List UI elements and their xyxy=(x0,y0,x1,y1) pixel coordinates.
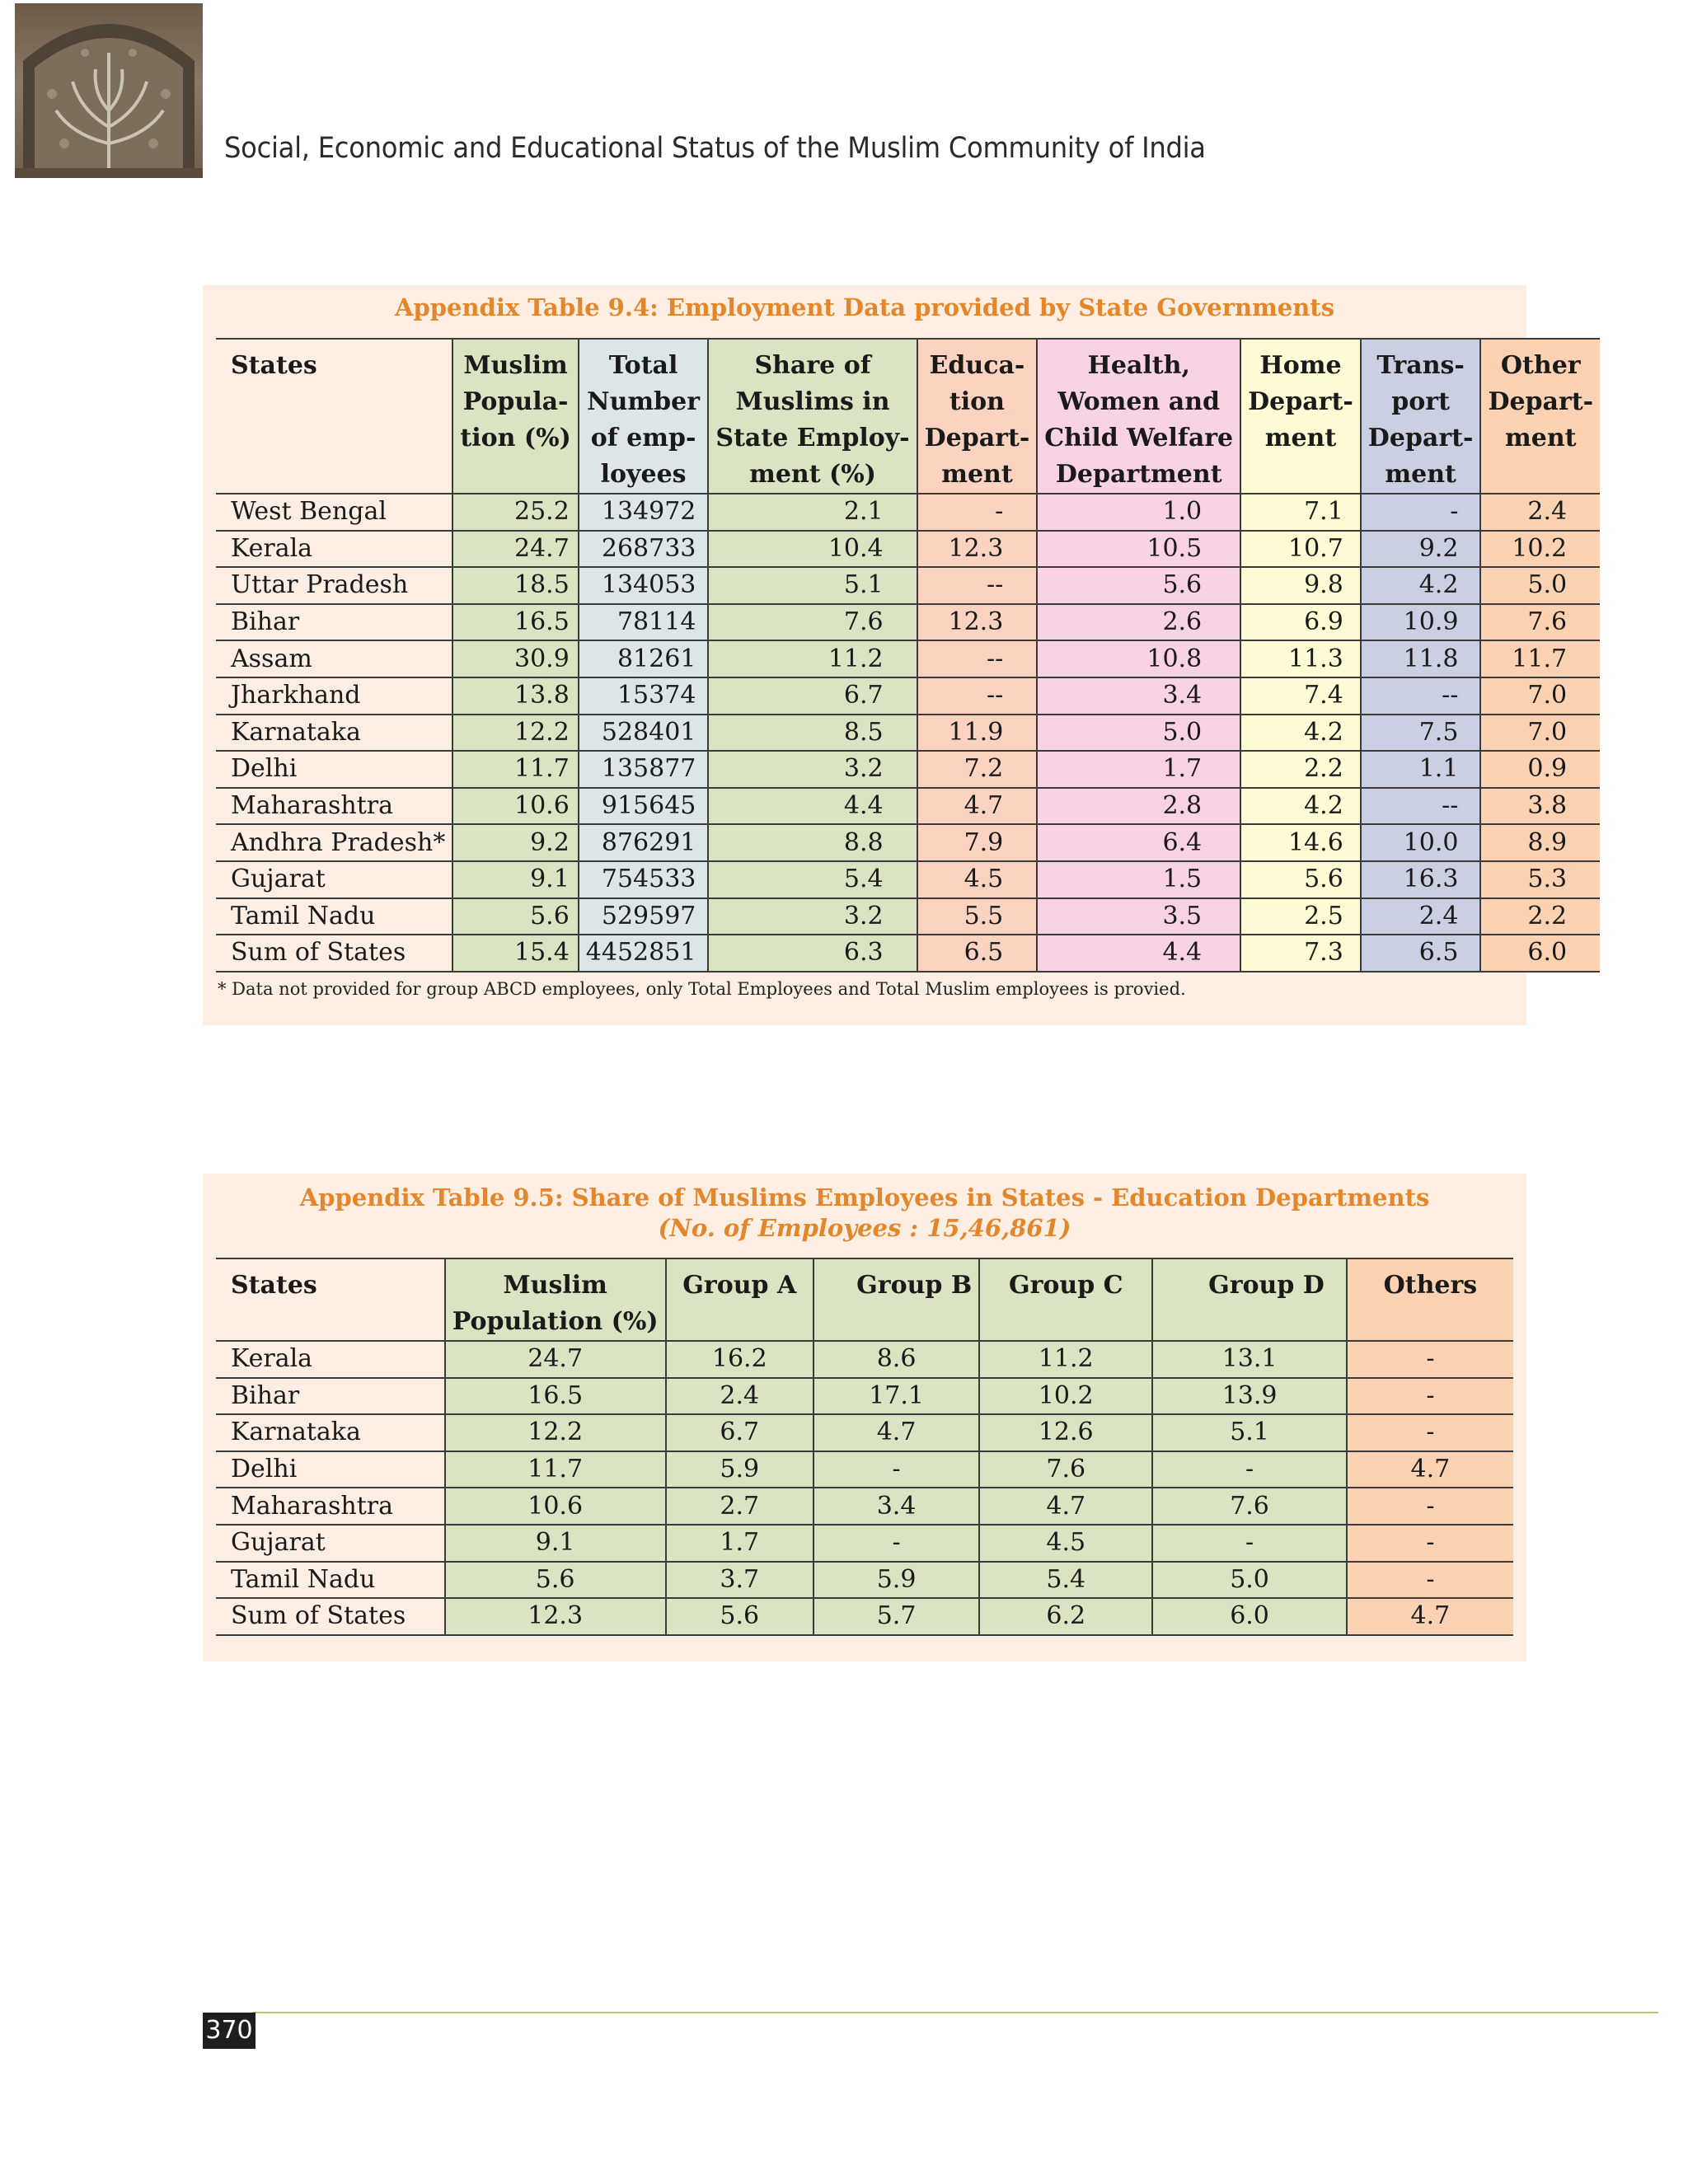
value-cell: 5.9 xyxy=(814,1562,979,1599)
header-line: Others xyxy=(1383,1271,1478,1300)
header-group-d xyxy=(1152,1258,1347,1341)
header-line: Group B xyxy=(856,1271,973,1300)
value-cell: 16.2 xyxy=(666,1341,814,1378)
value-cell: 6.2 xyxy=(979,1598,1152,1635)
header-line: ment xyxy=(1385,460,1456,489)
value-cell: 5.5 xyxy=(917,898,1038,935)
value-cell: 14.6 xyxy=(1240,824,1361,861)
employment-data-table xyxy=(216,338,1600,972)
value-cell: 6.3 xyxy=(708,935,917,972)
table-row xyxy=(216,1525,1513,1562)
value-cell: 8.5 xyxy=(708,715,917,752)
value-cell: 5.6 xyxy=(1240,861,1361,898)
value-cell: 3.4 xyxy=(1037,677,1240,715)
value-cell: 11.2 xyxy=(979,1341,1152,1378)
header-line: tion xyxy=(949,387,1005,416)
table-header-row xyxy=(216,1258,1513,1341)
header-line: Muslim xyxy=(463,351,568,380)
value-cell: 11.7 xyxy=(452,751,578,788)
value-cell: 12.2 xyxy=(452,715,578,752)
value-cell: 10.9 xyxy=(1361,604,1481,641)
table-row xyxy=(216,1341,1513,1378)
value-cell: 12.6 xyxy=(979,1414,1152,1451)
value-cell: 2.4 xyxy=(1480,494,1600,531)
table-row xyxy=(216,715,1600,752)
value-cell: 11.9 xyxy=(917,715,1038,752)
header-line: Group D xyxy=(1208,1271,1325,1300)
value-cell: 17.1 xyxy=(814,1378,979,1415)
value-cell: 1.1 xyxy=(1361,751,1481,788)
header-line: Muslims in xyxy=(735,387,890,416)
state-name-cell: Andhra Pradesh* xyxy=(216,824,452,861)
value-cell: 10.2 xyxy=(979,1378,1152,1415)
value-cell: - xyxy=(1347,1414,1513,1451)
header-line: Depart- xyxy=(1488,387,1594,416)
value-cell: 2.6 xyxy=(1037,604,1240,641)
header-line: Share of xyxy=(754,351,871,380)
footer-rule xyxy=(252,2012,1658,2013)
header-line: loyees xyxy=(600,460,687,489)
value-cell: 10.6 xyxy=(445,1488,666,1525)
header-home-department xyxy=(1240,339,1361,494)
value-cell: 268733 xyxy=(579,531,709,568)
value-cell: 11.7 xyxy=(1480,640,1600,677)
state-name-cell: Sum of States xyxy=(216,1598,445,1635)
value-cell: - xyxy=(1347,1488,1513,1525)
header-line: Depart- xyxy=(924,424,1030,452)
value-cell: 5.9 xyxy=(666,1451,814,1488)
value-cell: - xyxy=(1152,1451,1347,1488)
value-cell: 1.7 xyxy=(666,1525,814,1562)
value-cell: - xyxy=(1347,1525,1513,1562)
header-group-c xyxy=(979,1258,1152,1341)
value-cell: 134972 xyxy=(579,494,709,531)
header-others xyxy=(1347,1258,1513,1341)
value-cell: 4.7 xyxy=(979,1488,1152,1525)
value-cell: 13.1 xyxy=(1152,1341,1347,1378)
value-cell: -- xyxy=(1361,677,1481,715)
state-name-cell: West Bengal xyxy=(216,494,452,531)
value-cell: - xyxy=(917,494,1038,531)
value-cell: 4.2 xyxy=(1240,715,1361,752)
header-line: Muslim xyxy=(503,1271,607,1300)
value-cell: 2.5 xyxy=(1240,898,1361,935)
value-cell: 10.8 xyxy=(1037,640,1240,677)
header-line: Department xyxy=(1055,460,1222,489)
table-row xyxy=(216,1598,1513,1635)
header-line: Other xyxy=(1500,351,1581,380)
value-cell: 5.0 xyxy=(1152,1562,1347,1599)
value-cell: 8.9 xyxy=(1480,824,1600,861)
value-cell: 7.4 xyxy=(1240,677,1361,715)
value-cell: 10.2 xyxy=(1480,531,1600,568)
value-cell: 7.5 xyxy=(1361,715,1481,752)
value-cell: 4452851 xyxy=(579,935,709,972)
value-cell: 7.6 xyxy=(1480,604,1600,641)
value-cell: 528401 xyxy=(579,715,709,752)
value-cell: - xyxy=(1152,1525,1347,1562)
value-cell: 2.4 xyxy=(1361,898,1481,935)
table-row xyxy=(216,567,1600,604)
state-name-cell: Gujarat xyxy=(216,1525,445,1562)
header-transport-department xyxy=(1361,339,1481,494)
value-cell: 0.9 xyxy=(1480,751,1600,788)
value-cell: 4.7 xyxy=(917,788,1038,825)
value-cell: 4.4 xyxy=(1037,935,1240,972)
value-cell: - xyxy=(1347,1562,1513,1599)
value-cell: 4.7 xyxy=(1347,1451,1513,1488)
header-line: Group A xyxy=(682,1271,797,1300)
value-cell: 78114 xyxy=(579,604,709,641)
header-line: States xyxy=(231,351,317,380)
value-cell: 13.9 xyxy=(1152,1378,1347,1415)
table-row xyxy=(216,751,1600,788)
state-name-cell: Karnataka xyxy=(216,715,452,752)
table-row xyxy=(216,531,1600,568)
state-name-cell: Karnataka xyxy=(216,1414,445,1451)
value-cell: 5.4 xyxy=(708,861,917,898)
value-cell: 24.7 xyxy=(445,1341,666,1378)
value-cell: 15374 xyxy=(579,677,709,715)
value-cell: 529597 xyxy=(579,898,709,935)
value-cell: 5.6 xyxy=(445,1562,666,1599)
table-caption: Appendix Table 9.4: Employment Data provided by State Governments xyxy=(394,293,1335,321)
table-row xyxy=(216,1562,1513,1599)
value-cell: 2.1 xyxy=(708,494,917,531)
value-cell: 10.5 xyxy=(1037,531,1240,568)
header-line: Child Welfare xyxy=(1044,424,1234,452)
value-cell: 7.6 xyxy=(708,604,917,641)
header-line: States xyxy=(231,1271,317,1300)
value-cell: 915645 xyxy=(579,788,709,825)
value-cell: 9.1 xyxy=(445,1525,666,1562)
education-departments-table xyxy=(216,1258,1513,1636)
header-share-of-muslims xyxy=(708,339,917,494)
state-name-cell: Maharashtra xyxy=(216,788,452,825)
value-cell: 7.2 xyxy=(917,751,1038,788)
value-cell: 3.4 xyxy=(814,1488,979,1525)
table-row xyxy=(216,824,1600,861)
value-cell: 6.7 xyxy=(708,677,917,715)
value-cell: 3.2 xyxy=(708,898,917,935)
header-states xyxy=(216,339,452,494)
value-cell: 5.0 xyxy=(1480,567,1600,604)
value-cell: 25.2 xyxy=(452,494,578,531)
state-name-cell: Delhi xyxy=(216,1451,445,1488)
value-cell: 7.6 xyxy=(979,1451,1152,1488)
header-line: ment xyxy=(1505,424,1577,452)
value-cell: 11.8 xyxy=(1361,640,1481,677)
value-cell: 5.1 xyxy=(708,567,917,604)
value-cell: 6.5 xyxy=(917,935,1038,972)
value-cell: 5.4 xyxy=(979,1562,1152,1599)
header-line: Educa- xyxy=(929,351,1025,380)
value-cell: 16.5 xyxy=(452,604,578,641)
header-line: Depart- xyxy=(1367,424,1474,452)
state-name-cell: Bihar xyxy=(216,604,452,641)
table-caption: Appendix Table 9.5: Share of Muslims Employees in States - Education Departments xyxy=(299,1183,1430,1212)
state-name-cell: Delhi xyxy=(216,751,452,788)
value-cell: 5.1 xyxy=(1152,1414,1347,1451)
state-name-cell: Gujarat xyxy=(216,861,452,898)
value-cell: 10.7 xyxy=(1240,531,1361,568)
value-cell: 7.1 xyxy=(1240,494,1361,531)
running-header-title: Social, Economic and Educational Status of the Muslim Community of India xyxy=(224,132,1206,165)
value-cell: 5.3 xyxy=(1480,861,1600,898)
header-group-a xyxy=(666,1258,814,1341)
header-group-b xyxy=(814,1258,979,1341)
value-cell: 9.2 xyxy=(452,824,578,861)
value-cell: -- xyxy=(917,567,1038,604)
value-cell: 5.6 xyxy=(1037,567,1240,604)
value-cell: 1.0 xyxy=(1037,494,1240,531)
value-cell: 5.6 xyxy=(452,898,578,935)
appendix-table-9-4-panel xyxy=(203,285,1594,1025)
value-cell: - xyxy=(814,1525,979,1562)
value-cell: 11.3 xyxy=(1240,640,1361,677)
value-cell: 6.5 xyxy=(1361,935,1481,972)
table-row xyxy=(216,640,1600,677)
header-line: ment (%) xyxy=(749,460,876,489)
header-line: ment xyxy=(941,460,1013,489)
header-line: Trans- xyxy=(1376,351,1465,380)
value-cell: 3.7 xyxy=(666,1562,814,1599)
state-name-cell: Bihar xyxy=(216,1378,445,1415)
state-name-cell: Uttar Pradesh xyxy=(216,567,452,604)
value-cell: 11.7 xyxy=(445,1451,666,1488)
value-cell: 16.5 xyxy=(445,1378,666,1415)
value-cell: -- xyxy=(917,677,1038,715)
value-cell: 4.2 xyxy=(1240,788,1361,825)
value-cell: 15.4 xyxy=(452,935,578,972)
state-name-cell: Tamil Nadu xyxy=(216,1562,445,1599)
table-header-row xyxy=(216,339,1600,494)
table-footnote: * Data not provided for group ABCD employees, only Total Employees and Total Muslim employees is provied. xyxy=(218,979,1186,999)
value-cell: 1.7 xyxy=(1037,751,1240,788)
value-cell: 9.8 xyxy=(1240,567,1361,604)
value-cell: 12.3 xyxy=(445,1598,666,1635)
value-cell: - xyxy=(1361,494,1481,531)
table-subcaption: (No. of Employees : 15,46,861) xyxy=(658,1214,1071,1242)
header-line: of emp- xyxy=(590,424,696,452)
table-row xyxy=(216,861,1600,898)
value-cell: 8.6 xyxy=(814,1341,979,1378)
tree-of-life-jali-icon xyxy=(15,3,203,178)
header-education-department xyxy=(917,339,1038,494)
header-line: ment xyxy=(1264,424,1337,452)
header-line: Popula- xyxy=(462,387,569,416)
value-cell: 6.4 xyxy=(1037,824,1240,861)
value-cell: 9.1 xyxy=(452,861,578,898)
value-cell: 6.7 xyxy=(666,1414,814,1451)
page-number: 370 xyxy=(203,2013,256,2049)
value-cell: 754533 xyxy=(579,861,709,898)
value-cell: 6.0 xyxy=(1152,1598,1347,1635)
value-cell: 9.2 xyxy=(1361,531,1481,568)
header-line: Home xyxy=(1259,351,1342,380)
value-cell: 30.9 xyxy=(452,640,578,677)
value-cell: 7.0 xyxy=(1480,715,1600,752)
header-total-employees xyxy=(579,339,709,494)
value-cell: 5.0 xyxy=(1037,715,1240,752)
state-name-cell: Jharkhand xyxy=(216,677,452,715)
value-cell: 2.7 xyxy=(666,1488,814,1525)
value-cell: 4.4 xyxy=(708,788,917,825)
value-cell: 4.2 xyxy=(1361,567,1481,604)
value-cell: 4.5 xyxy=(979,1525,1152,1562)
state-name-cell: Assam xyxy=(216,640,452,677)
value-cell: 4.7 xyxy=(814,1414,979,1451)
value-cell: 2.2 xyxy=(1240,751,1361,788)
header-line: Health, xyxy=(1087,351,1190,380)
value-cell: 12.2 xyxy=(445,1414,666,1451)
table-row xyxy=(216,935,1600,972)
header-line: Depart- xyxy=(1248,387,1353,416)
value-cell: 135877 xyxy=(579,751,709,788)
state-name-cell: Sum of States xyxy=(216,935,452,972)
value-cell: 8.8 xyxy=(708,824,917,861)
value-cell: - xyxy=(814,1451,979,1488)
value-cell: 10.6 xyxy=(452,788,578,825)
value-cell: 6.0 xyxy=(1480,935,1600,972)
value-cell: 10.0 xyxy=(1361,824,1481,861)
table-row xyxy=(216,1414,1513,1451)
value-cell: 13.8 xyxy=(452,677,578,715)
header-line: Population (%) xyxy=(452,1307,659,1336)
header-line: Women and xyxy=(1057,387,1220,416)
state-name-cell: Tamil Nadu xyxy=(216,898,452,935)
value-cell: 5.7 xyxy=(814,1598,979,1635)
value-cell: 3.8 xyxy=(1480,788,1600,825)
header-states xyxy=(216,1258,445,1341)
table-row xyxy=(216,1378,1513,1415)
value-cell: 7.0 xyxy=(1480,677,1600,715)
value-cell: 18.5 xyxy=(452,567,578,604)
table-row xyxy=(216,1488,1513,1525)
header-line: State Employ- xyxy=(715,424,910,452)
header-line: Total xyxy=(608,351,678,380)
header-muslim-population xyxy=(445,1258,666,1341)
value-cell: 7.6 xyxy=(1152,1488,1347,1525)
value-cell: 7.9 xyxy=(917,824,1038,861)
value-cell: 12.3 xyxy=(917,531,1038,568)
value-cell: 134053 xyxy=(579,567,709,604)
value-cell: 5.6 xyxy=(666,1598,814,1635)
table-row xyxy=(216,494,1600,531)
header-line: Group C xyxy=(1008,1271,1123,1300)
table-row xyxy=(216,604,1600,641)
value-cell: 10.4 xyxy=(708,531,917,568)
value-cell: 4.5 xyxy=(917,861,1038,898)
value-cell: 3.2 xyxy=(708,751,917,788)
header-other-department xyxy=(1480,339,1600,494)
header-line: Number xyxy=(587,387,701,416)
header-line: tion (%) xyxy=(460,424,571,452)
value-cell: - xyxy=(1347,1341,1513,1378)
header-health-department xyxy=(1037,339,1240,494)
value-cell: 2.2 xyxy=(1480,898,1600,935)
value-cell: -- xyxy=(917,640,1038,677)
value-cell: 16.3 xyxy=(1361,861,1481,898)
header-line: port xyxy=(1391,387,1450,416)
value-cell: 3.5 xyxy=(1037,898,1240,935)
value-cell: 6.9 xyxy=(1240,604,1361,641)
value-cell: -- xyxy=(1361,788,1481,825)
value-cell: 876291 xyxy=(579,824,709,861)
value-cell: - xyxy=(1347,1378,1513,1415)
table-row xyxy=(216,788,1600,825)
value-cell: 4.7 xyxy=(1347,1598,1513,1635)
appendix-table-9-5-panel xyxy=(203,1174,1526,1661)
state-name-cell: Kerala xyxy=(216,1341,445,1378)
state-name-cell: Kerala xyxy=(216,531,452,568)
value-cell: 12.3 xyxy=(917,604,1038,641)
value-cell: 81261 xyxy=(579,640,709,677)
value-cell: 2.8 xyxy=(1037,788,1240,825)
value-cell: 1.5 xyxy=(1037,861,1240,898)
table-row xyxy=(216,1451,1513,1488)
value-cell: 11.2 xyxy=(708,640,917,677)
book-emblem xyxy=(15,3,203,178)
value-cell: 24.7 xyxy=(452,531,578,568)
table-row xyxy=(216,677,1600,715)
state-name-cell: Maharashtra xyxy=(216,1488,445,1525)
table-row xyxy=(216,898,1600,935)
value-cell: 7.3 xyxy=(1240,935,1361,972)
header-muslim-population xyxy=(452,339,578,494)
value-cell: 2.4 xyxy=(666,1378,814,1415)
